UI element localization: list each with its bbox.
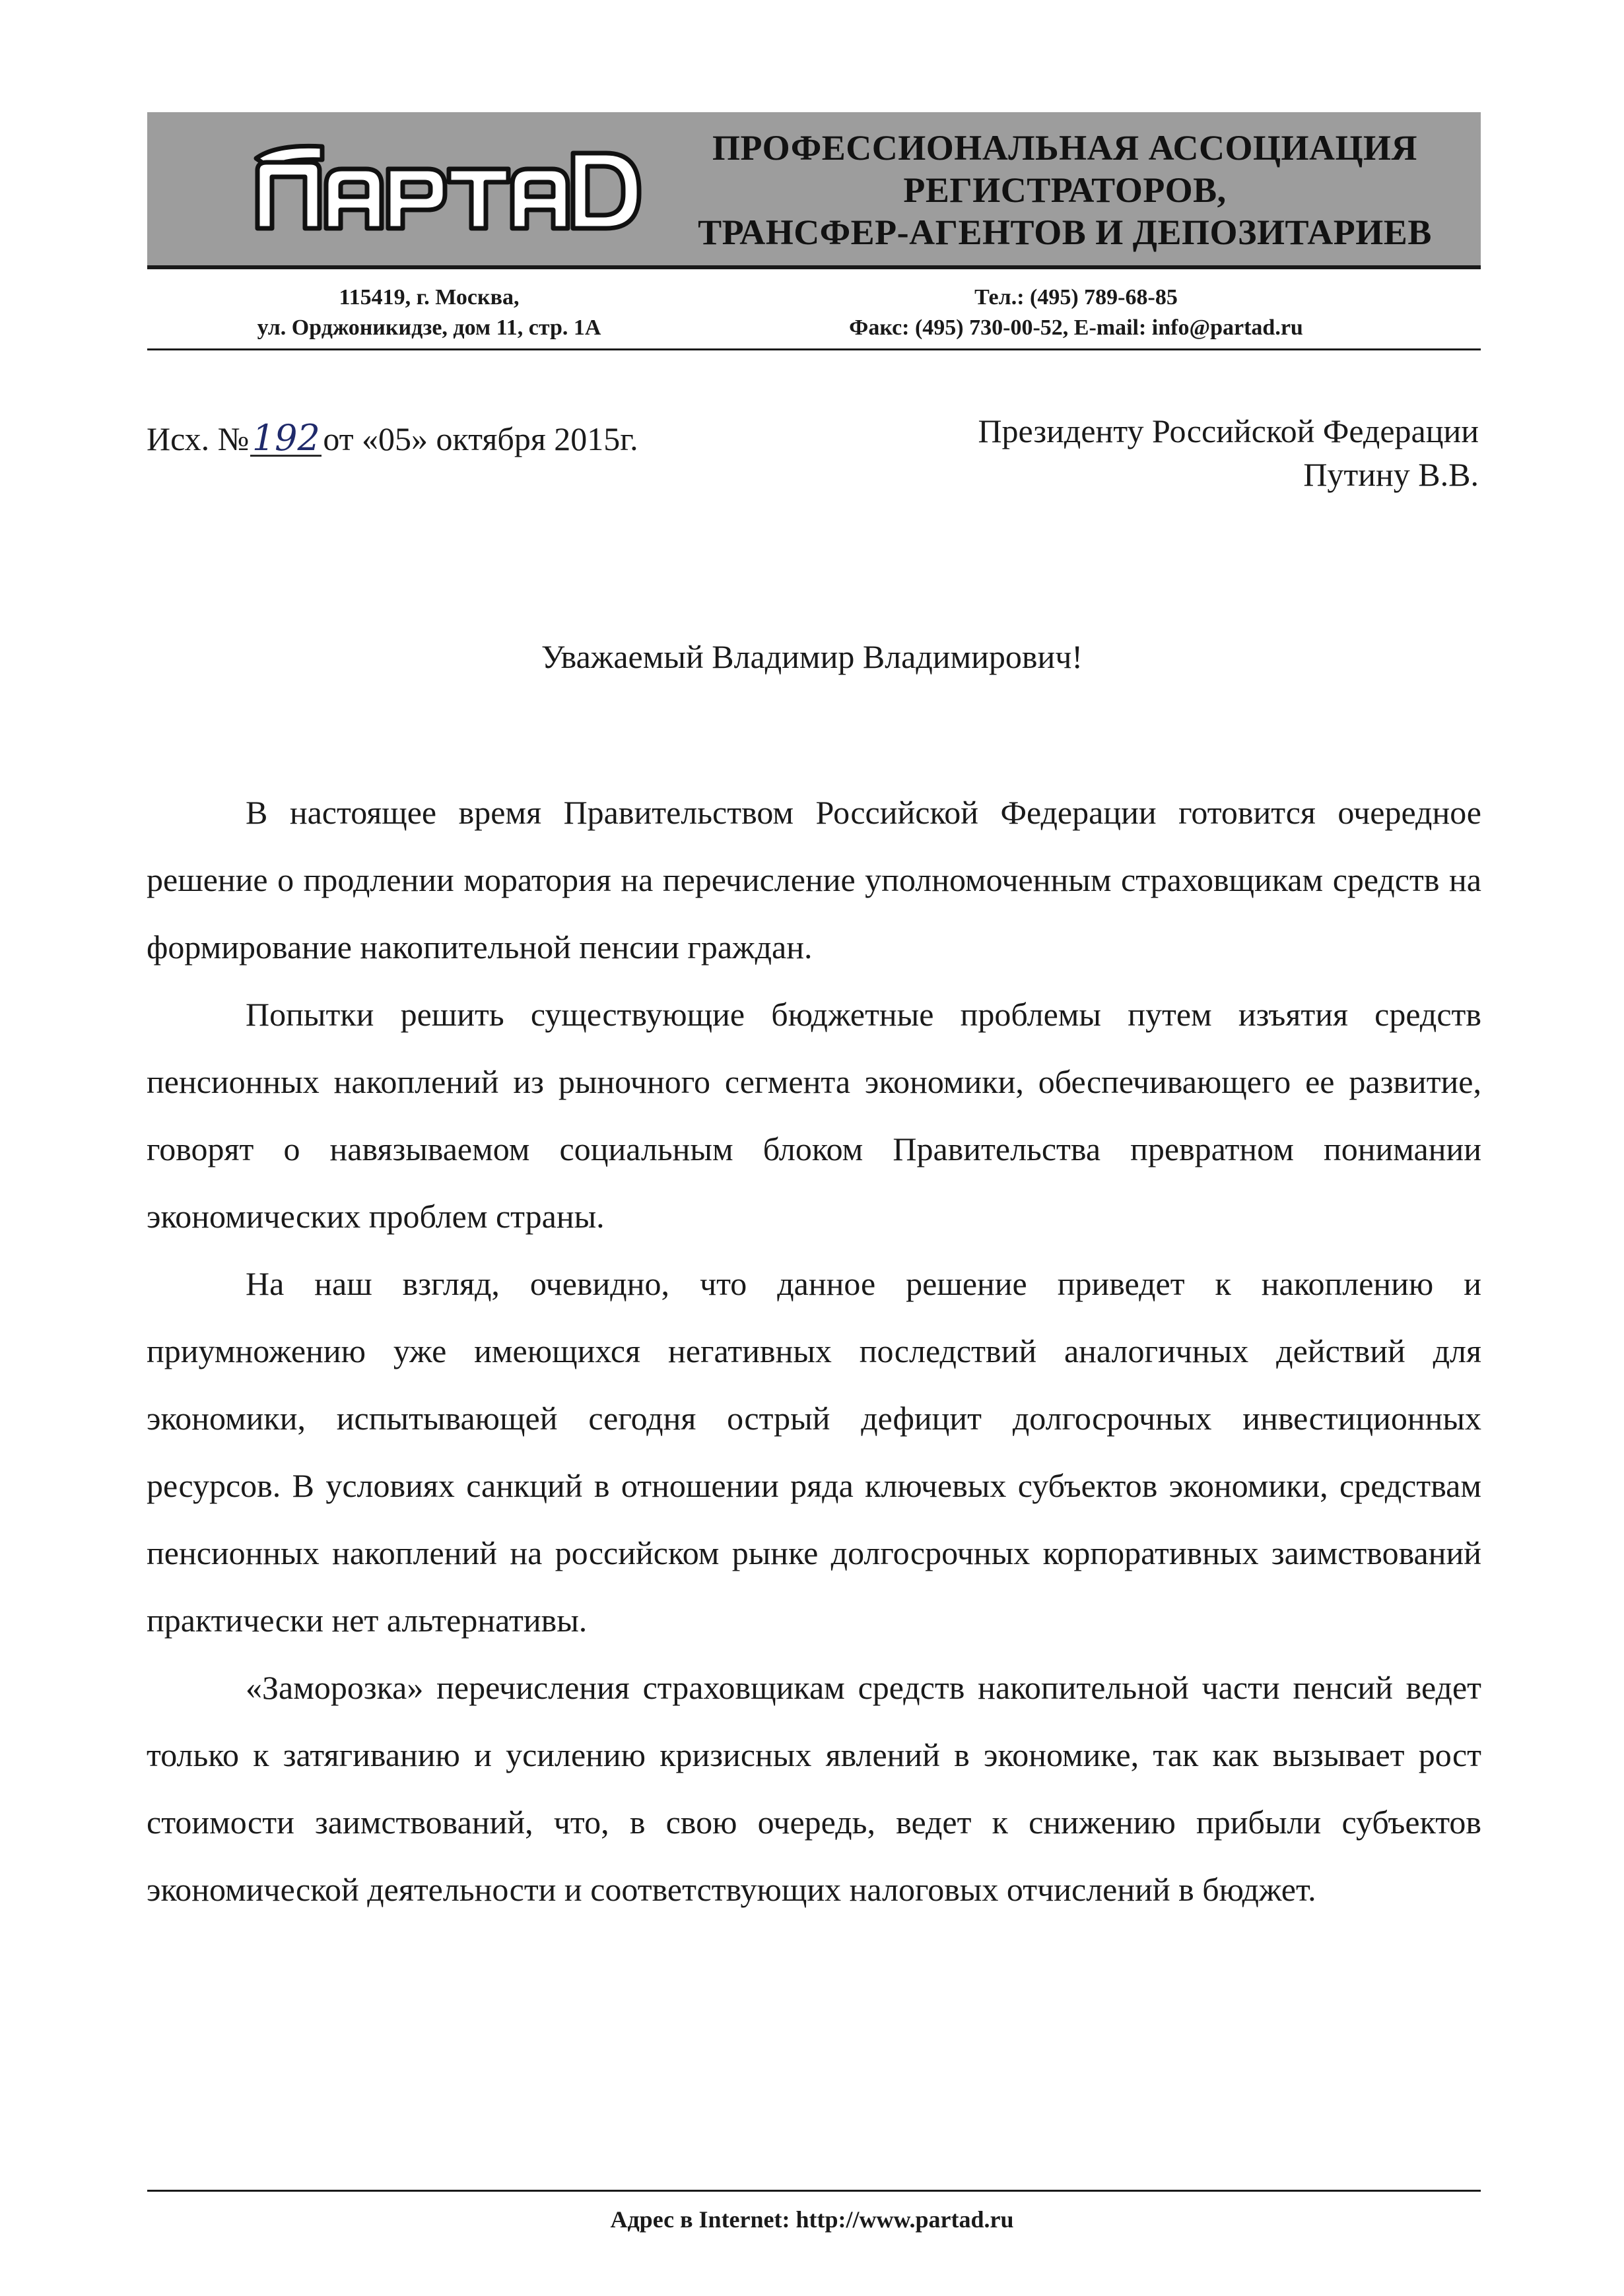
- partad-logo: [250, 139, 646, 238]
- org-name-line: ТРАНСФЕР-АГЕНТОВ И ДЕПОЗИТАРИЕВ: [698, 213, 1432, 252]
- addressee-title: Президенту Российской Федерации: [978, 412, 1479, 449]
- fax-email-line: Факс: (495) 730-00-52, E-mail: info@partad.ru: [849, 315, 1303, 340]
- contact-info: [786, 282, 1367, 343]
- reference-prefix: Исх. №: [147, 420, 250, 457]
- contact-rule: [147, 348, 1481, 350]
- phone-line: Тел.: (495) 789-68-85: [974, 285, 1178, 310]
- reference-number: 192: [250, 422, 321, 457]
- organization-name: [662, 127, 1468, 253]
- footer-website: Адрес в Internet: http://www.partad.ru: [610, 2206, 1014, 2233]
- outgoing-reference: [147, 419, 638, 459]
- body-paragraph: Попытки решить существующие бюджетные проблемы путем изъятия средств пенсионных накоплений из рыночного сегмента экономики, обеспечивающего ее развитие, говорят о навязываемом социальным блоком Правительства превратном понимании экономических проблем страны.: [147, 996, 1481, 1235]
- body-paragraph: В настоящее время Правительством Российской Федерации готовится очередное решение о продлении моратория на перечисление уполномоченным страховщикам средств на формирование накопительной пенсии граждан.: [147, 794, 1481, 966]
- org-name-line: РЕГИСТРАТОРОВ,: [903, 170, 1227, 210]
- org-name-line: ПРОФЕССИОНАЛЬНАЯ АССОЦИАЦИЯ: [712, 128, 1417, 168]
- address-line: ул. Орджоникидзе, дом 11, стр. 1А: [257, 315, 601, 340]
- footer-rule: [147, 2190, 1481, 2192]
- letterhead-rule: [147, 265, 1481, 269]
- letterhead-banner: [147, 112, 1481, 265]
- reference-date: от «05» октября 2015г.: [323, 420, 638, 457]
- addressee-block: [792, 409, 1479, 496]
- letter-body: [147, 779, 1481, 1923]
- body-paragraph: «Заморозка» перечисления страховщикам средств накопительной части пенсий ведет только к затягиванию и усилению кризисных явлений в экономике, так как вызывает рост стоимости заимствований, что, в свою очередь, ведет к снижению прибыли субъектов экономической деятельности и соответствующих налоговых отчислений в бюджет.: [147, 1669, 1481, 1908]
- addressee-name: Путину В.В.: [1303, 456, 1479, 493]
- salutation: Уважаемый Владимир Владимирович!: [541, 638, 1083, 675]
- postal-address: [198, 282, 660, 343]
- address-line: 115419, г. Москва,: [339, 285, 520, 310]
- body-paragraph: На наш взгляд, очевидно, что данное решение приведет к накоплению и приумножению уже имеющихся негативных последствий аналогичных действий для экономики, испытывающей сегодня острый дефицит долгосрочных инвестиционных ресурсов. В условиях санкций в отношении ряда ключевых субъектов экономики, средствам пенсионных накоплений на российском рынке долгосрочных корпоративных заимствований практически нет альтернативы.: [147, 1265, 1481, 1639]
